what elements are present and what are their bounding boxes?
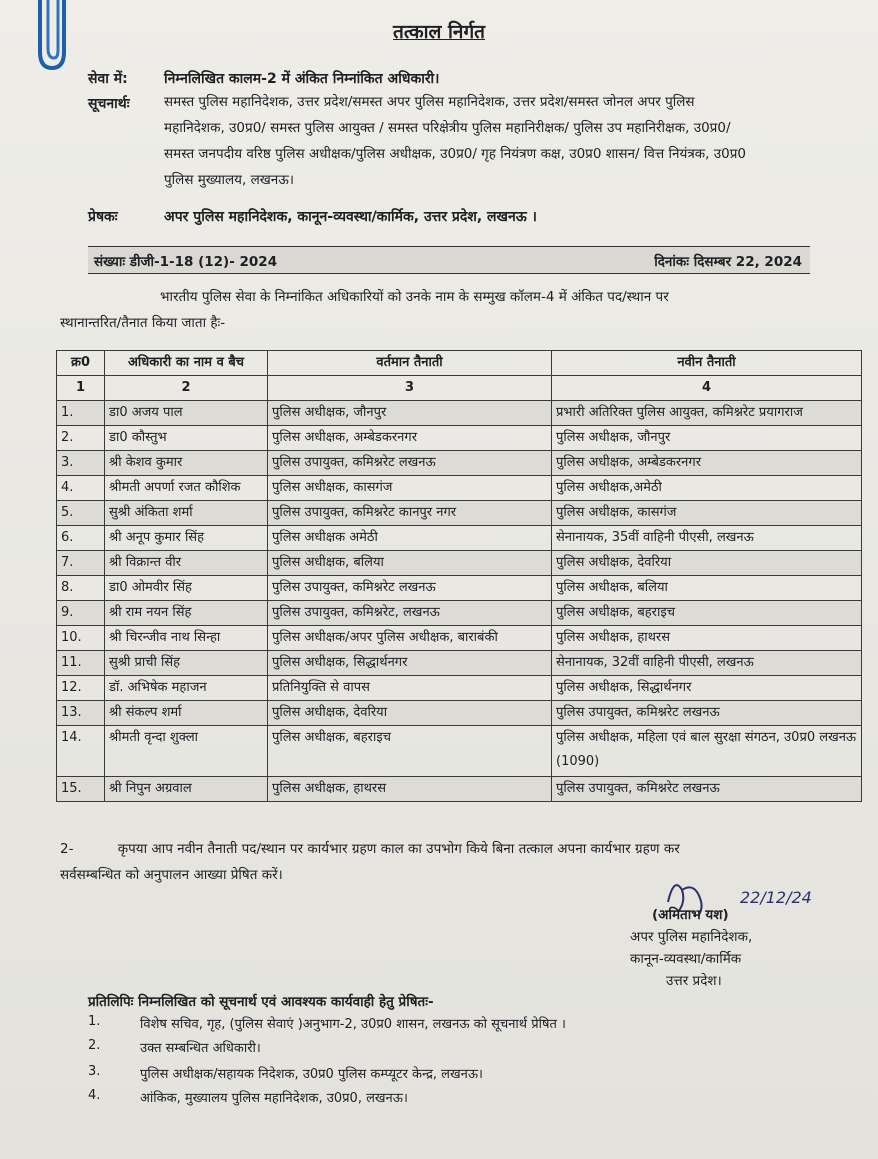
designation-line: अपर पुलिस महानिदेशक, <box>630 929 753 945</box>
list-item-number: 3. <box>88 1064 101 1079</box>
current-posting-cell: पुलिस अधीक्षक, देवरिया <box>268 701 552 726</box>
officer-name-cell: श्रीमती वृन्दा शुक्ला <box>105 726 268 777</box>
officer-name-cell: श्री चिरन्जीव नाथ सिन्हा <box>105 626 268 651</box>
serial-cell: 4. <box>57 476 105 501</box>
reference-number: संख्याः डीजी-1-18 (12)- 2024 <box>94 254 278 270</box>
officer-name-cell: डा0 कौस्तुभ <box>105 426 268 451</box>
new-posting-cell: पुलिस अधीक्षक, कासगंज <box>552 501 862 526</box>
serial-cell: 14. <box>57 726 105 777</box>
sender-label: प्रेषकः <box>88 209 118 225</box>
table-row <box>57 601 862 626</box>
new-posting-cell: पुलिस उपायुक्त, कमिश्नरेट लखनऊ <box>552 701 862 726</box>
column-header: वर्तमान तैनाती <box>268 351 552 376</box>
new-posting-cell: पुलिस उपायुक्त, कमिश्नरेट लखनऊ <box>552 777 862 802</box>
reference-bar <box>88 246 810 274</box>
officer-name-cell: श्री संकल्प शर्मा <box>105 701 268 726</box>
serial-cell: 7. <box>57 551 105 576</box>
officer-name-cell: डॉ. अभिषेक महाजन <box>105 676 268 701</box>
current-posting-cell: पुलिस अधीक्षक, जौनपुर <box>268 401 552 426</box>
signatory-designation <box>630 926 840 992</box>
column-number: 4 <box>552 376 862 401</box>
new-posting-cell: सेनानायक, 32वीं वाहिनी पीएसी, लखनऊ <box>552 651 862 676</box>
new-posting-cell: पुलिस अधीक्षक, बहराइच <box>552 601 862 626</box>
current-posting-cell: पुलिस अधीक्षक, सिद्धार्थनगर <box>268 651 552 676</box>
column-header: क्र0 <box>57 351 105 376</box>
current-posting-cell: पुलिस उपायुक्त, कमिश्नरेट लखनऊ <box>268 451 552 476</box>
intro-line: भारतीय पुलिस सेवा के निम्नांकित अधिकारियों को उनके नाम के सम्मुख कॉलम-4 में अंकित पद/स्थान पर <box>160 289 669 305</box>
instruction-text: कृपया आप नवीन तैनाती पद/स्थान पर कार्यभार ग्रहण काल का उपभोग किये बिना तत्काल अपना कार्यभार ग्रहण कर <box>117 841 680 857</box>
instruction-line-1 <box>60 836 850 862</box>
info-line: पुलिस मुख्यालय, लखनऊ। <box>164 172 294 188</box>
serial-cell: 5. <box>57 501 105 526</box>
table-row <box>57 777 862 802</box>
new-posting-cell: पुलिस अधीक्षक, अम्बेडकरनगर <box>552 451 862 476</box>
table-row <box>57 676 862 701</box>
designation-line: उत्तर प्रदेश। <box>666 973 722 989</box>
current-posting-cell: पुलिस उपायुक्त, कमिश्नरेट, लखनऊ <box>268 601 552 626</box>
table-row <box>57 401 862 426</box>
table-row <box>57 576 862 601</box>
current-posting-cell: प्रतिनियुक्ति से वापस <box>268 676 552 701</box>
list-item-text: उक्त सम्बन्धित अधिकारी। <box>140 1041 261 1056</box>
serial-cell: 10. <box>57 626 105 651</box>
copy-to-heading: प्रतिलिपिः निम्नलिखित को सूचनार्थ एवं आवश्यक कार्यवाही हेतु प्रेषितः- <box>88 994 434 1010</box>
serial-cell: 3. <box>57 451 105 476</box>
table-row <box>57 426 862 451</box>
table-row <box>57 651 862 676</box>
instruction-number: 2- <box>60 841 74 857</box>
serial-cell: 8. <box>57 576 105 601</box>
serial-cell: 9. <box>57 601 105 626</box>
signatory-name: (अमिताभ यश) <box>652 907 729 923</box>
info-text <box>164 89 844 193</box>
new-posting-cell: पुलिस अधीक्षक,अमेठी <box>552 476 862 501</box>
serial-cell: 15. <box>57 777 105 802</box>
new-posting-cell: पुलिस अधीक्षक, हाथरस <box>552 626 862 651</box>
current-posting-cell: पुलिस अधीक्षक, बहराइच <box>268 726 552 777</box>
current-posting-cell: पुलिस अधीक्षक, बलिया <box>268 551 552 576</box>
serial-cell: 12. <box>57 676 105 701</box>
instruction-line-2: सर्वसम्बन्धित को अनुपालन आख्या प्रेषित करें। <box>60 867 283 883</box>
list-item-text: विशेष सचिव, गृह, (पुलिस सेवाएं )अनुभाग-2, उ0प्र0 शासन, लखनऊ को सूचनार्थ प्रेषित । <box>140 1017 566 1032</box>
table-row <box>57 476 862 501</box>
officer-name-cell: श्रीमती अपर्णा रजत कौशिक <box>105 476 268 501</box>
document-title: तत्काल निर्गत <box>393 21 485 43</box>
column-number-row <box>57 376 862 401</box>
new-posting-cell: पुलिस अधीक्षक, महिला एवं बाल सुरक्षा संगठन, उ0प्र0 लखनऊ (1090) <box>552 726 862 777</box>
to-label: सेवा में: <box>88 71 128 87</box>
current-posting-cell: पुलिस उपायुक्त, कमिश्नरेट लखनऊ <box>268 576 552 601</box>
table-row <box>57 451 862 476</box>
officer-name-cell: डा0 ओमवीर सिंह <box>105 576 268 601</box>
officer-name-cell: सुश्री अंकिता शर्मा <box>105 501 268 526</box>
table-row <box>57 726 862 777</box>
info-line: समस्त पुलिस महानिदेशक, उत्तर प्रदेश/समस्त अपर पुलिस महानिदेशक, उत्तर प्रदेश/समस्त जोनल अपर पुलिस <box>164 94 695 110</box>
designation-line: कानून-व्यवस्था/कार्मिक <box>630 951 742 967</box>
current-posting-cell: पुलिस अधीक्षक, हाथरस <box>268 777 552 802</box>
current-posting-cell: पुलिस उपायुक्त, कमिश्नरेट कानपुर नगर <box>268 501 552 526</box>
serial-cell: 6. <box>57 526 105 551</box>
current-posting-cell: पुलिस अधीक्षक, कासगंज <box>268 476 552 501</box>
sender-text: अपर पुलिस महानिदेशक, कानून-व्यवस्था/कार्मिक, उत्तर प्रदेश, लखनऊ । <box>164 209 537 225</box>
table-header-row <box>57 351 862 376</box>
postings-table <box>56 350 862 802</box>
list-item-number: 2. <box>88 1038 101 1053</box>
handwritten-date: 22/12/24 <box>740 888 812 907</box>
info-line: समस्त जनपदीय वरिष्ठ पुलिस अधीक्षक/पुलिस अधीक्षक, उ0प्र0/ गृह नियंत्रण कक्ष, उ0प्र0 शासन/ वित्त नियंत्रक, उ0प्र0 <box>164 146 746 162</box>
table-row <box>57 626 862 651</box>
column-header: नवीन तैनाती <box>552 351 862 376</box>
officer-name-cell: श्री विक्रान्त वीर <box>105 551 268 576</box>
table-row <box>57 501 862 526</box>
officer-name-cell: श्री अनूप कुमार सिंह <box>105 526 268 551</box>
officer-name-cell: श्री राम नयन सिंह <box>105 601 268 626</box>
intro-line: स्थानान्तरित/तैनात किया जाता हैः- <box>60 315 226 331</box>
table-row <box>57 526 862 551</box>
new-posting-cell: सेनानायक, 35वीं वाहिनी पीएसी, लखनऊ <box>552 526 862 551</box>
table-row <box>57 701 862 726</box>
to-text: निम्नलिखित कालम-2 में अंकित निम्नांकित अधिकारी। <box>164 71 440 87</box>
officer-name-cell: सुश्री प्राची सिंह <box>105 651 268 676</box>
officer-name-cell: डा0 अजय पाल <box>105 401 268 426</box>
serial-cell: 13. <box>57 701 105 726</box>
list-item-number: 1. <box>88 1014 101 1029</box>
current-posting-cell: पुलिस अधीक्षक, अम्बेडकरनगर <box>268 426 552 451</box>
list-item-text: पुलिस अधीक्षक/सहायक निदेशक, उ0प्र0 पुलिस कम्प्यूटर केन्द्र, लखनऊ। <box>140 1067 483 1082</box>
list-item-text: आंकिक, मुख्यालय पुलिस महानिदेशक, उ0प्र0, लखनऊ। <box>140 1091 408 1106</box>
serial-cell: 11. <box>57 651 105 676</box>
new-posting-cell: पुलिस अधीक्षक, जौनपुर <box>552 426 862 451</box>
new-posting-cell: पुलिस अधीक्षक, सिद्धार्थनगर <box>552 676 862 701</box>
column-number: 3 <box>268 376 552 401</box>
info-line: महानिदेशक, उ0प्र0/ समस्त पुलिस आयुक्त / समस्त परिक्षेत्रीय पुलिस महानिरीक्षक/ पुलिस उप महानिरीक्षक, उ0प्र0/ <box>164 120 731 136</box>
list-item-number: 4. <box>88 1088 101 1103</box>
current-posting-cell: पुलिस अधीक्षक/अपर पुलिस अधीक्षक, बाराबंकी <box>268 626 552 651</box>
column-number: 2 <box>105 376 268 401</box>
intro-paragraph <box>60 284 840 336</box>
serial-cell: 2. <box>57 426 105 451</box>
new-posting-cell: प्रभारी अतिरिक्त पुलिस आयुक्त, कमिश्नरेट प्रयागराज <box>552 401 862 426</box>
column-number: 1 <box>57 376 105 401</box>
reference-date: दिनांकः दिसम्बर 22, 2024 <box>654 254 802 270</box>
new-posting-cell: पुलिस अधीक्षक, देवरिया <box>552 551 862 576</box>
officer-name-cell: श्री केशव कुमार <box>105 451 268 476</box>
info-label: सूचनार्थः <box>88 96 130 112</box>
officer-name-cell: श्री निपुन अग्रवाल <box>105 777 268 802</box>
column-header: अधिकारी का नाम व बैच <box>105 351 268 376</box>
table-row <box>57 551 862 576</box>
new-posting-cell: पुलिस अधीक्षक, बलिया <box>552 576 862 601</box>
current-posting-cell: पुलिस अधीक्षक अमेठी <box>268 526 552 551</box>
serial-cell: 1. <box>57 401 105 426</box>
